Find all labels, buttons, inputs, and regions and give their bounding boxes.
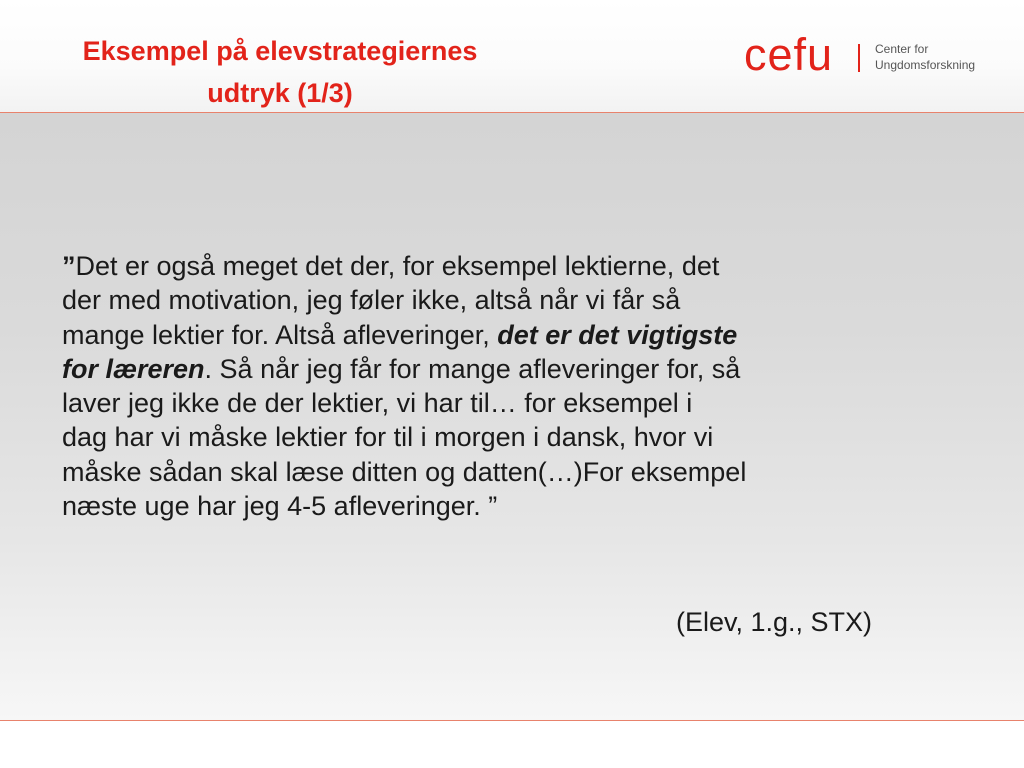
quote-line-7: måske sådan skal læse ditten og datten(…)For eksempel: [62, 456, 747, 487]
quote-line-2: der med motivation, jeg føler ikke, altså når vi får så: [62, 285, 681, 316]
quote-line-5: laver jeg ikke de der lektier, vi har til… for eksempel i: [62, 388, 693, 419]
quote-line-4: [62, 352, 982, 386]
quote-attribution: (Elev, 1.g., STX): [676, 607, 873, 637]
logo-wordmark: cefu: [744, 29, 834, 80]
student-quote: [62, 249, 982, 523]
quote-line-8: næste uge har jeg 4-5 afleveringer. ”: [62, 491, 498, 522]
cefu-logo: [744, 29, 994, 80]
quote-text: . Så når jeg får for mange afleveringer for, så: [204, 353, 741, 384]
logo-divider: [858, 44, 860, 72]
logo-subtitle-line-2: Ungdomsforskning: [875, 58, 976, 72]
slide-title-line-1: Eksempel på elevstrategiernes: [82, 36, 478, 66]
slide-title-line-2: udtryk (1/3): [207, 78, 353, 108]
quote-text: mange lektier for. Altså afleveringer,: [62, 319, 498, 350]
quote-open-mark: ”: [62, 251, 76, 281]
quote-text: Det er også meget det der, for eksempel lektierne, det: [75, 251, 720, 281]
quote-line-6: dag har vi måske lektier for til i morgen i dansk, hvor vi: [62, 422, 714, 453]
quote-emphasis: for læreren: [62, 353, 205, 384]
slide-title: [40, 30, 520, 114]
slide-header: [0, 0, 1024, 113]
quote-line-3: [62, 318, 982, 352]
logo-subtitle: [875, 41, 975, 73]
quote-emphasis: det er det vigtigste: [497, 319, 738, 350]
slide-footer: [0, 721, 1024, 768]
quote-line-1: [62, 249, 982, 283]
logo-subtitle-line-1: Center for: [875, 42, 929, 56]
